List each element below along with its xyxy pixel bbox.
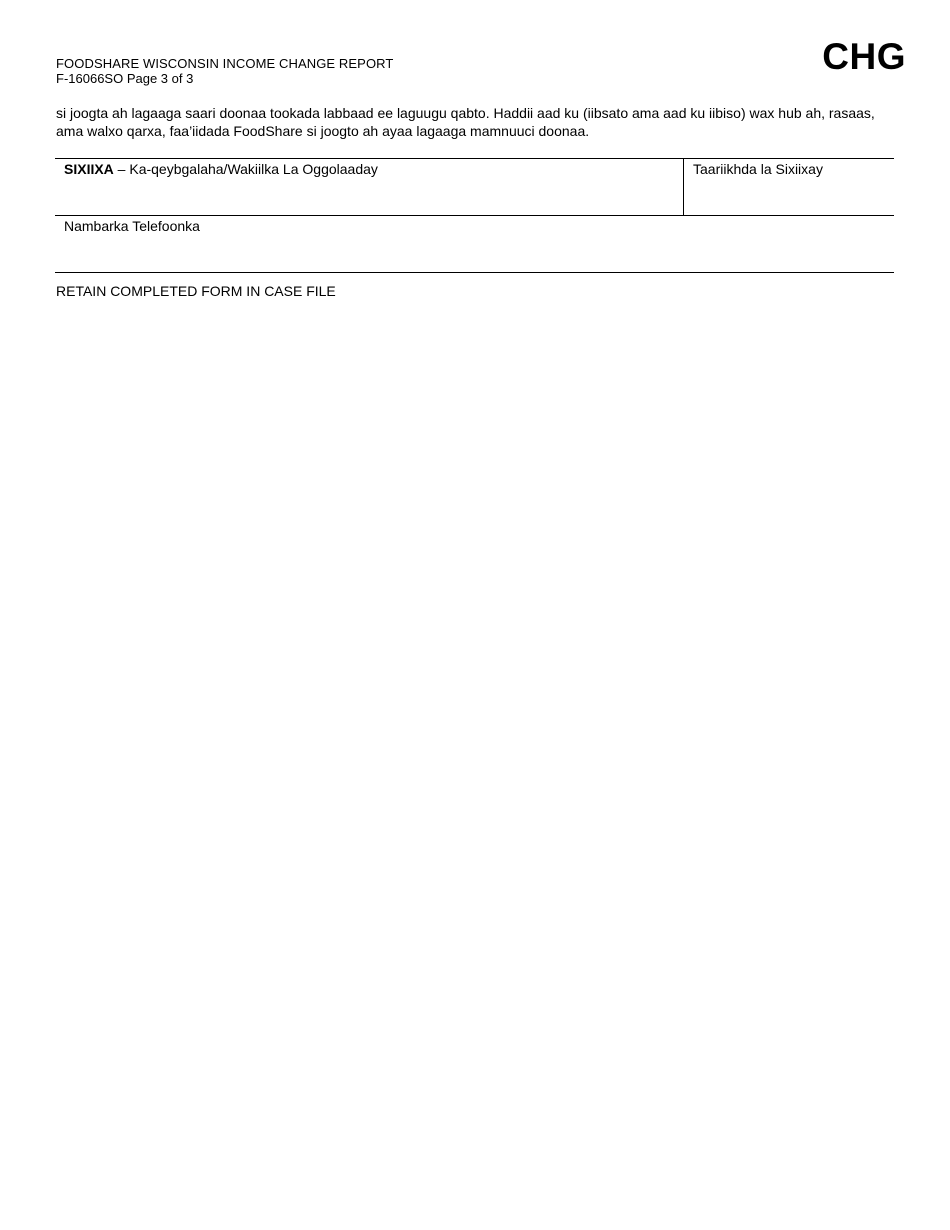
phone-number-label: Nambarka Telefoonka: [64, 218, 200, 234]
date-signed-field[interactable]: [684, 159, 894, 215]
phone-number-field[interactable]: [55, 216, 894, 272]
signature-label-text: – Ka-qeybgalaha/Wakiilka La Oggolaaday: [113, 161, 378, 177]
intro-paragraph: si joogta ah lagaaga saari doonaa tookada labbaad ee laguugu qabto. Haddii aad ku (iibsato ama aad ku iibiso) wax hub ah, rasaas, ama walxo qarxa, faa’iidada FoodShare si joogto ah ayaa lagaaga mamnuuci doonaa.: [56, 105, 875, 139]
signature-row: [55, 159, 894, 216]
form-title: FOODSHARE WISCONSIN INCOME CHANGE REPORT: [56, 56, 394, 71]
signature-table: [55, 158, 894, 273]
form-code: CHG: [822, 36, 906, 77]
form-number-page: F-16066SO Page 3 of 3: [56, 71, 194, 86]
signature-field[interactable]: [55, 159, 684, 215]
date-signed-label: Taariikhda la Sixiixay: [693, 161, 823, 177]
signature-label-bold: SIXIIXA: [64, 161, 114, 177]
retain-instruction: RETAIN COMPLETED FORM IN CASE FILE: [56, 283, 336, 299]
phone-row: [55, 216, 894, 273]
